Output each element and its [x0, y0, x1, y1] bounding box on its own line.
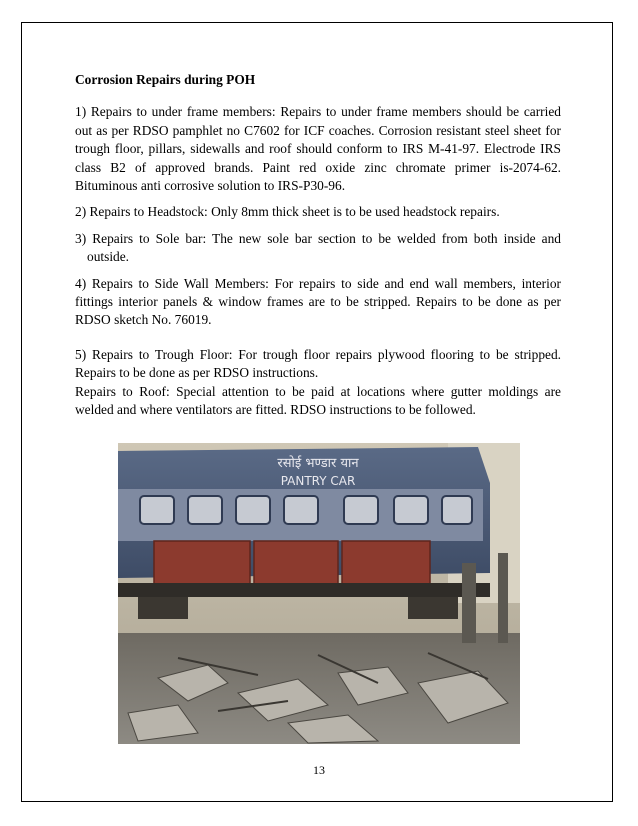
paragraph-side-wall: 4) Repairs to Side Wall Members: For repairs to side and end wall members, interior fittings interior panels & window frames are to be stripped. Repairs to be done as per RDSO sketch No. 76019.	[75, 275, 561, 328]
paragraph-headstock: 2) Repairs to Headstock: Only 8mm thick sheet is to be used headstock repairs.	[75, 204, 500, 220]
pantry-car-photo	[118, 443, 520, 744]
paragraph-trough-floor: 5) Repairs to Trough Floor: For trough floor repairs plywood flooring to be stripped. Repairs to be done as per RDSO instructions.	[75, 346, 561, 381]
document-body	[75, 71, 561, 428]
coach-sign-english: PANTRY CAR	[280, 474, 356, 488]
paragraph-underframe: 1) Repairs to under frame members: Repairs to under frame members should be carried out as per RDSO pamphlet no C7602 for ICF coaches. Corrosion resistant steel sheet for trough floor, pillars, sidewalls and roof should conform to IRS M-41-97. Electrode IRS class B2 of approved brands. Paint red oxide zinc chromate primer is-2074-62. Bituminous anti corrosive solution to IRS-P30-96.	[75, 104, 561, 194]
coach-sign-hindi: रसोई भण्डार यान	[277, 456, 359, 471]
page-number: 13	[313, 763, 325, 777]
section-heading: Corrosion Repairs during POH	[75, 72, 256, 87]
paragraph-roof: Repairs to Roof: Special attention to be paid at locations where gutter moldings are welded and where ventilators are fitted. RDSO instructions to be followed.	[75, 383, 561, 418]
paragraph-sole-bar: 3) Repairs to Sole bar: The new sole bar section to be welded from both inside and outside.	[75, 230, 561, 265]
